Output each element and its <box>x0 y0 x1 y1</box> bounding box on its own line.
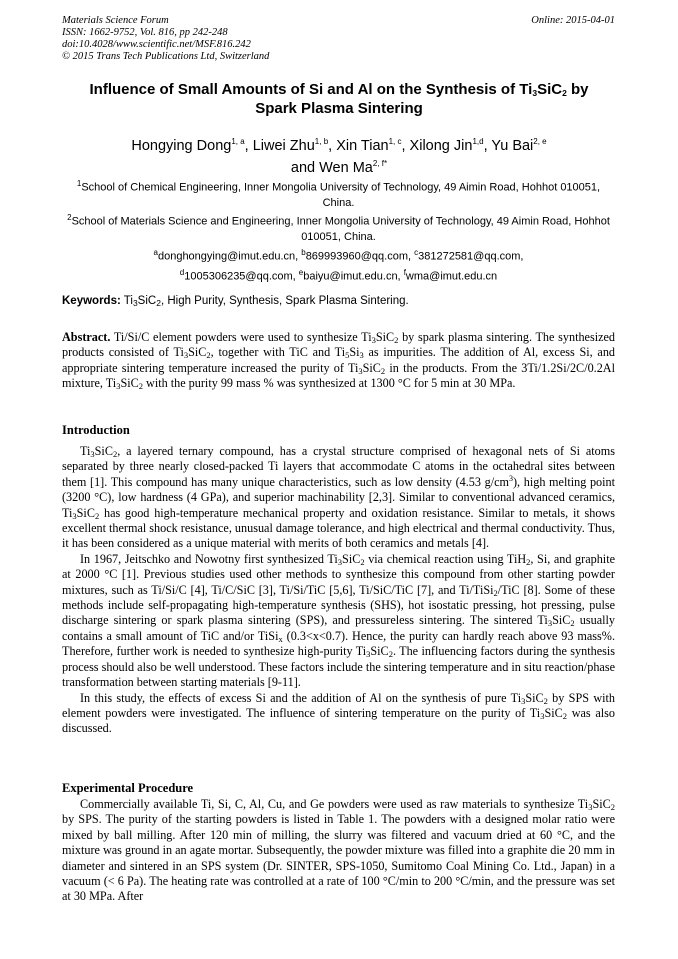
email-link[interactable]: baiyu@imut.edu.cn, <box>303 270 404 283</box>
doi-line: doi:10.4028/www.scientific.net/MSF.816.242 <box>62 39 251 50</box>
copyright-line: © 2015 Trans Tech Publications Ltd, Switzerland <box>62 51 270 62</box>
journal-name: Materials Science Forum <box>62 15 169 26</box>
section-heading-experimental: Experimental Procedure <box>62 781 194 795</box>
author-emails: $^a$donghongying@imut.edu.cn, $^b$869993960@qq.com, $^c$381272581@qq.com, $^d$1005306235@qq.com, $^e$baiyu@imut.edu.cn, $^f$wma@imut.edu.cn <box>153 248 524 283</box>
paragraph: In 1967, Jeitschko and Nowotny first synthesized $Ti_3SiC_2$ via chemical reaction using TiH$_2$, Si, and graphite at 2000 °C [1]. Previous studies used other methods to synthesize this compound from other starting powder mixtures, such as Ti/Si/C [4], Ti/C/SiC [3], Ti/Si/TiC [5,6], Ti/SiC/TiC [7], and Ti/TiSi$_2$/TiC [8]. Some of these methods include self-propagating high-temperature synthesis (SHS), hot isostatic pressing, hot pressing, pulse discharge sintering or spark plasma sintering (SPS), and pressureless sintering. The sintered $Ti_3SiC_2$ usually contains a small amount of TiC and/or TiSi$_x$ (0.3<x<0.7). Hence, the purity can hardly reach above 93 mass%. Therefore, further work is needed to synthesize high-purity $Ti_3SiC_2$. The influencing factors during the synthesis process should also be well understood. These factors include the sintering temperature and in situ reaction/phase transformation between starting materials [9-11]. <box>62 551 615 690</box>
paper-title: Influence of Small Amounts of Si and Al on the Synthesis of $Ti_3SiC_2$ by Spark Plasma Sintering <box>89 81 589 117</box>
email-link[interactable]: donghongying@imut.edu.cn, <box>157 250 302 263</box>
introduction-body <box>62 444 615 737</box>
abstract: Abstract. Ti/Si/C element powders were used to synthesize $Ti_3SiC_2$ by spark plasma sintering. The synthesized products consisted of $Ti_3SiC_2$, together with TiC and $Ti_5Si_3$ as impurities. The addition of Al, excess Si, and appropriate sintering temperature increased the purity of $Ti_3SiC_2$ in the products. From the 3Ti/1.2Si/2C/0.2Al mixture, $Ti_3SiC_2$ with the purity 99 mass % was synthesized at 1300 °C for 5 min at 30 MPa. <box>62 330 616 392</box>
keywords: Keywords: $Ti_3SiC_2$, High Purity, Synthesis, Spark Plasma Sintering. <box>62 295 409 308</box>
affiliation-1: $^1$School of Chemical Engineering, Inner Mongolia University of Technology, 49 Aimin Road, Hohhot 010051, China. <box>76 179 601 209</box>
email-link[interactable]: 381272581@qq.com, <box>418 250 524 263</box>
section-heading-introduction: Introduction <box>62 423 130 437</box>
email-link[interactable]: wma@imut.edu.cn <box>405 270 498 283</box>
email-link[interactable]: 869993960@qq.com, <box>305 250 415 263</box>
journal-header <box>62 15 615 63</box>
affiliation-2: $^2$School of Materials Science and Engineering, Inner Mongolia University of Technology, 49 Aimin Road, Hohhot 010051, China. <box>67 213 610 243</box>
author-list: Hongying Dong$^{1, a}$, Liwei Zhu$^{1, b}$, Xin Tian$^{1, c}$, Xilong Jin$^{1,d}$, Yu Bai$^{2, e}$ and Wen $Ma^{2, f*}$ <box>131 137 547 176</box>
paragraph: $Ti_3SiC_2$, a layered ternary compound, has a crystal structure comprised of hexagonal nets of Si atoms separated by three nearly closed-packed Ti layers that accommodate C atoms in the octahedral sites between them [1]. This compound has many unique characteristics, such as low density (4.53 $g/cm^3$), high melting point (3200 °C), low hardness (4 GPa), and superior machinability [2,3]. Similar to conventional advanced ceramics, $Ti_3SiC_2$ has good high-temperature mechanical property and oxidation resistance. Similar to metals, it shows excellent thermal shock resistance, unusual damage tolerance, and high electrical and thermal conductivity. Thus, it has been considered as a unique material with merits of both ceramics and metals [4]. <box>62 444 616 551</box>
paragraph: In this study, the effects of excess Si and the addition of Al on the synthesis of pure $Ti_3SiC_2$ by SPS with element powders were investigated. The influence of sintering temperature on the purity of $Ti_3SiC_2$ was also discussed. <box>62 690 615 736</box>
email-link[interactable]: 1005306235@qq.com, <box>184 270 299 283</box>
experimental-body <box>62 797 615 905</box>
paragraph: Commercially available Ti, Si, C, Al, Cu, and Ge powders were used as raw materials to synthesize $Ti_3SiC_2$ by SPS. The purity of the starting powders is listed in Table 1. The powders with a designed molar ratio were mixed by ball milling. After 120 min of milling, the slurry was filtered and vacuum dried at 60 °C, and the mixture was ground in an agate mortar. Subsequently, the powder mixture was filled into a graphite die 20 mm in diameter and sintered in an SPS system (Dr. SINTER, SPS-1050, Sumitomo Coal Mining Co. Ltd., Japan) in a vacuum (< 6 Pa). The heating rate was controlled at a rate of 100 °C/min to 200 °C/min, and the pressure was set at 30 MPa. After <box>62 797 615 904</box>
online-date: Online: 2015-04-01 <box>531 15 615 26</box>
issn-line: ISSN: 1662-9752, Vol. 816, pp 242-248 <box>62 27 228 38</box>
